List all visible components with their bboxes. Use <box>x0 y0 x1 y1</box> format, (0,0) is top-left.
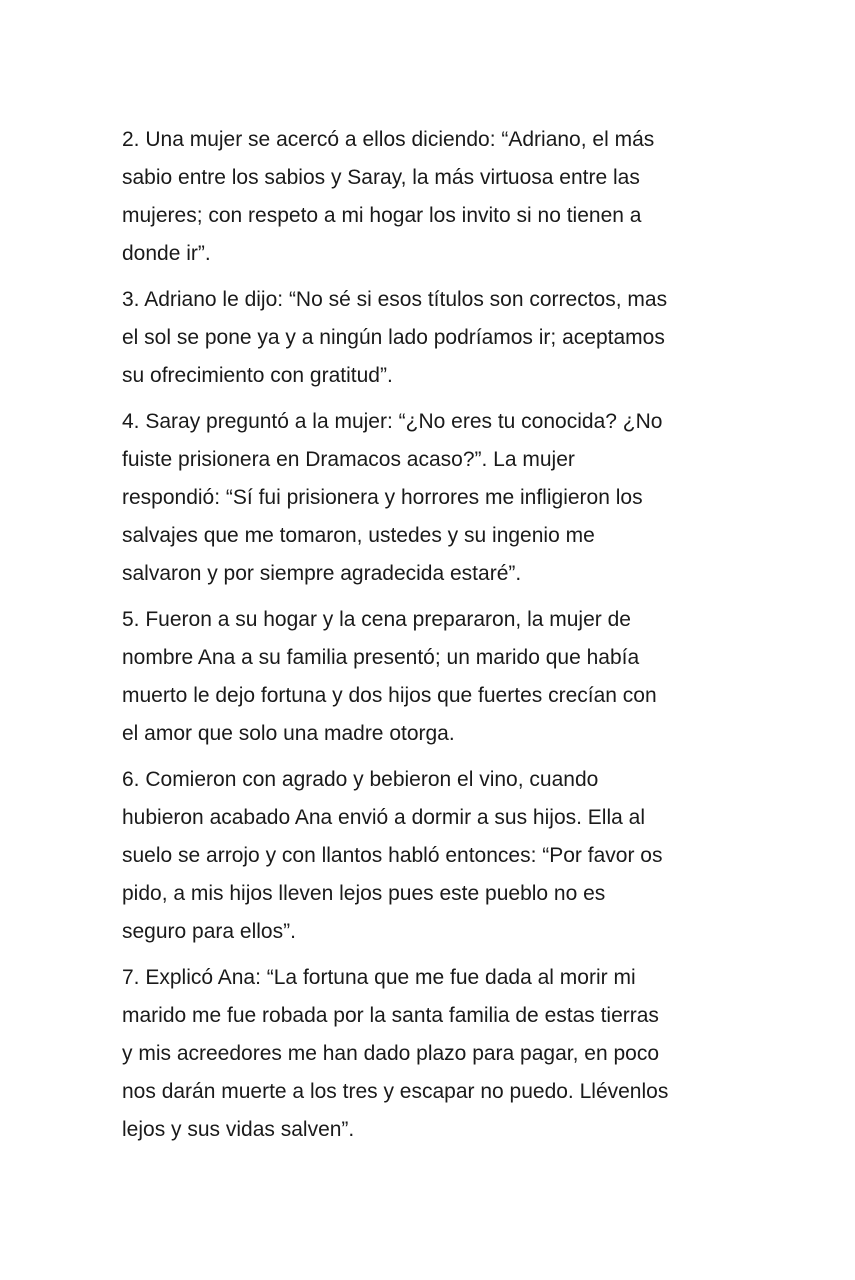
text-line: donde ir”. <box>122 242 211 265</box>
paragraph-3 <box>122 281 740 395</box>
paragraph-2 <box>122 121 740 273</box>
text-line: muerto le dejo fortuna y dos hijos que fuertes crecían con <box>122 684 657 707</box>
text-line: sabio entre los sabios y Saray, la más virtuosa entre las <box>122 166 640 189</box>
text-line: 5. Fueron a su hogar y la cena prepararon, la mujer de <box>122 608 631 631</box>
text-line: nombre Ana a su familia presentó; un marido que había <box>122 646 640 669</box>
text-line: 7. Explicó Ana: “La fortuna que me fue dada al morir mi <box>122 966 636 989</box>
text-line: 3. Adriano le dijo: “No sé si esos títulos son correctos, mas <box>122 288 668 311</box>
text-line: respondió: “Sí fui prisionera y horrores me infligieron los <box>122 486 643 509</box>
paragraph-6 <box>122 761 740 951</box>
paragraph-5 <box>122 601 740 753</box>
text-line: el amor que solo una madre otorga. <box>122 722 455 745</box>
text-line: pido, a mis hijos lleven lejos pues este pueblo no es <box>122 882 606 905</box>
text-line: seguro para ellos”. <box>122 920 296 943</box>
paragraph-4 <box>122 403 740 593</box>
text-line: el sol se pone ya y a ningún lado podríamos ir; aceptamos <box>122 326 665 349</box>
text-line: hubieron acabado Ana envió a dormir a sus hijos. Ella al <box>122 806 645 829</box>
text-line: suelo se arrojo y con llantos habló entonces: “Por favor os <box>122 844 663 867</box>
paragraph-7 <box>122 959 740 1149</box>
text-line: nos darán muerte a los tres y escapar no puedo. Llévenlos <box>122 1080 669 1103</box>
text-body <box>122 121 740 1157</box>
text-line: 2. Una mujer se acercó a ellos diciendo: “Adriano, el más <box>122 128 655 151</box>
text-line: salvaron y por siempre agradecida estaré”. <box>122 562 522 585</box>
text-line: 6. Comieron con agrado y bebieron el vino, cuando <box>122 768 599 791</box>
text-line: marido me fue robada por la santa familia de estas tierras <box>122 1004 659 1027</box>
text-line: 4. Saray preguntó a la mujer: “¿No eres tu conocida? ¿No <box>122 410 663 433</box>
text-line: y mis acreedores me han dado plazo para pagar, en poco <box>122 1042 660 1065</box>
text-line: mujeres; con respeto a mi hogar los invito si no tienen a <box>122 204 642 227</box>
text-line: fuiste prisionera en Dramacos acaso?”. La mujer <box>122 448 575 471</box>
text-line: salvajes que me tomaron, ustedes y su ingenio me <box>122 524 595 547</box>
text-line: lejos y sus vidas salven”. <box>122 1118 355 1141</box>
text-line: su ofrecimiento con gratitud”. <box>122 364 393 387</box>
